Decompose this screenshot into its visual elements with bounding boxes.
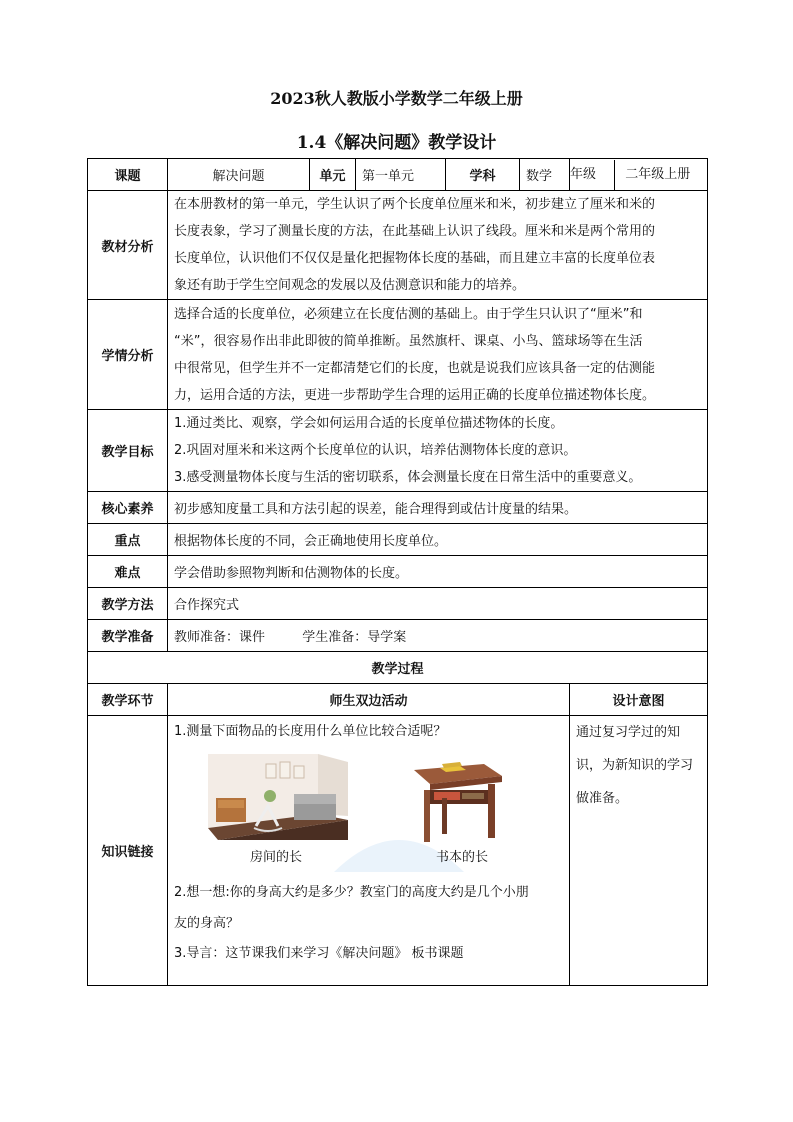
section-content: 学会借助参照物判断和估测物体的长度。 [168,556,708,588]
section-label: 教材分析 [88,191,168,300]
section-content [168,191,708,300]
process-header-row [88,684,708,716]
section-row [88,524,708,556]
subject-value: 数学 [520,159,570,191]
activity-cell [168,716,570,986]
unit-value: 第一单元 [356,159,446,191]
col-design-header: 设计意图 [570,684,708,716]
grade-value: 二年级上册 [625,166,691,182]
text-line: 在本册教材的第一单元，学生认识了两个长度单位厘米和米，初步建立了厘米和米的 [174,197,656,212]
design-intent-cell [570,716,708,986]
desk-illustration [410,754,506,844]
lesson-title: 1.4《解决问题》教学设计 [296,133,497,153]
grade-cell [570,159,708,191]
question-2-line-1: 2.想一想:你的身高大约是多少？教室门的高度大约是几个小朋 [174,885,529,900]
section-label: 教学方法 [88,588,168,620]
process-title: 教学过程 [88,652,708,684]
text-line: 象还有助于学生空间观念的发展以及估测意识和能力的培养。 [174,278,526,293]
text-line: 3.感受测量物体长度与生活的密切联系，体会测量长度在日常生活中的重要意义。 [174,470,642,485]
text-line: 长度表象，学习了测量长度的方法，在此基础上认识了线段。厘米和米是两个常用的 [174,224,656,239]
text-line: 做准备。 [576,791,629,806]
illustration-area [174,748,563,872]
question-2-line-2: 友的身高？ [174,916,240,931]
text-line: 2.巩固对厘米和米这两个长度单位的认识，培养估测物体长度的意识。 [174,443,577,458]
section-content [168,300,708,410]
section-row [88,300,708,410]
section-content [168,410,708,492]
document-title: 2023秋人教版小学数学二年级上册 [270,89,523,108]
section-label: 重点 [88,524,168,556]
section-row [88,191,708,300]
stage-label: 知识链接 [88,716,168,986]
section-content: 初步感知度量工具和方法引起的误差，能合理得到或估计度量的结果。 [168,492,708,524]
col-activity-header: 师生双边活动 [168,684,570,716]
book-caption: 书本的长 [436,850,489,865]
process-title-row [88,652,708,684]
col-stage-header: 教学环节 [88,684,168,716]
text-line: 力，运用合适的方法，更进一步帮助学生合理的运用正确的长度单位描述物体长度。 [174,387,656,403]
text-line: “米”，很容易作出非此即彼的简单推断。虽然旗杆、课桌、小鸟、篮球场等在生活 [174,333,643,349]
section-content: 根据物体长度的不同，会正确地使用长度单位。 [168,524,708,556]
text-line: 选择合适的长度单位，必须建立在长度估测的基础上。由于学生只认识了“厘米”和 [174,306,643,322]
section-label: 学情分析 [88,300,168,410]
section-label: 核心素养 [88,492,168,524]
topic-value: 解决问题 [168,159,310,191]
process-row [88,716,708,986]
unit-label: 单元 [310,159,356,191]
section-row [88,556,708,588]
subject-label: 学科 [446,159,520,191]
section-content: 教师准备：课件 学生准备：导学案 [168,620,708,652]
section-label: 教学目标 [88,410,168,492]
section-content: 合作探究式 [168,588,708,620]
text-line: 长度单位，认识他们不仅仅是量化把握物体长度的基础，而且建立丰富的长度单位表 [174,251,656,266]
section-row [88,410,708,492]
section-row [88,620,708,652]
grade-label: 年级 [570,160,615,190]
room-illustration [208,754,348,840]
section-label: 难点 [88,556,168,588]
text-line: 中很常见，但学生并不一定都清楚它们的长度，也就是说我们应该具备一定的估测能 [174,360,656,376]
info-row [88,159,708,191]
lesson-plan-table [87,158,708,986]
text-line: 识，为新知识的学习 [576,758,694,773]
topic-label: 课题 [88,159,168,191]
question-3: 3.导言：这节课我们来学习《解决问题》 板书课题 [174,946,464,961]
question-1: 1.测量下面物品的长度用什么单位比较合适呢？ [174,724,447,739]
section-label: 教学准备 [88,620,168,652]
section-row [88,492,708,524]
text-line: 1.通过类比、观察，学会如何运用合适的长度单位描述物体的长度。 [174,416,564,431]
text-line: 通过复习学过的知 [576,725,681,740]
room-caption: 房间的长 [250,850,303,865]
section-row [88,588,708,620]
